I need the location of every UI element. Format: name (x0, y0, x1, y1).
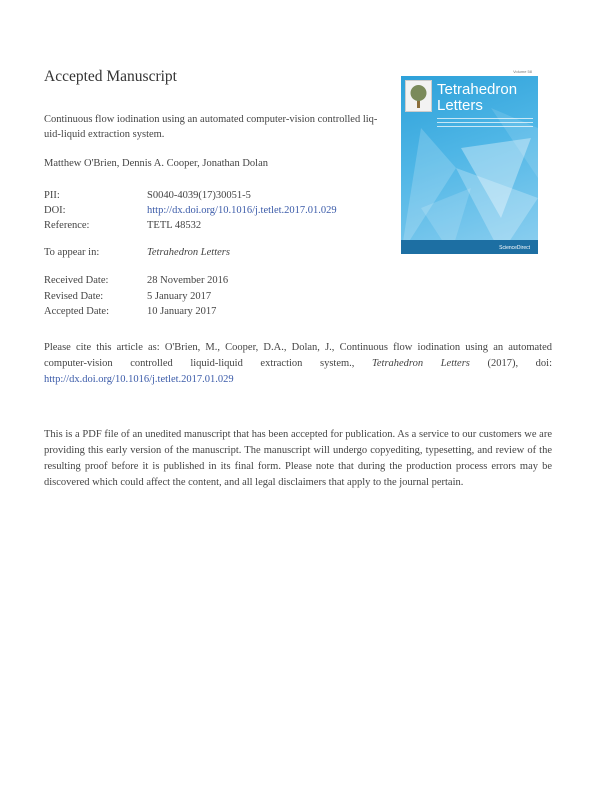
citation-prefix: Please cite this article as: O'Brien, M., Cooper, D.A., Dolan, J., Continuous flow iodination using an automated computer-vision controlled liquid-liquid extraction system., (44, 342, 552, 369)
accepted-date-value: 10 January 2017 (147, 306, 217, 317)
pii-label: PII: (44, 190, 60, 201)
pii-value: S0040-4039(17)30051-5 (147, 190, 251, 201)
authors: Matthew O'Brien, Dennis A. Cooper, Jonathan Dolan (44, 158, 268, 169)
received-date-label: Received Date: (44, 275, 109, 286)
manuscript-title-line1: Continuous flow iodination using an automated computer-vision controlled liq- (44, 114, 378, 125)
cover-bottom-text: ScienceDirect (499, 245, 530, 251)
received-date-value: 28 November 2016 (147, 275, 229, 286)
doi-link[interactable]: http://dx.doi.org/10.1016/j.tetlet.2017.01.029 (147, 205, 337, 216)
revised-date-value: 5 January 2017 (147, 291, 212, 302)
citation-doi-link[interactable]: http://dx.doi.org/10.1016/j.tetlet.2017.01.029 (44, 374, 234, 385)
doi-label: DOI: (44, 205, 66, 216)
reference-value: TETL 48532 (147, 220, 202, 231)
citation-journal: Tetrahedron Letters (371, 358, 470, 369)
elsevier-tree-logo-icon (405, 80, 432, 112)
cover-subtitle-lines (437, 118, 533, 132)
journal-cover (401, 68, 538, 254)
cover-bottom-strip (401, 240, 538, 254)
cover-journal-line2: Letters (437, 97, 483, 114)
appear-in-value: Tetrahedron Letters (147, 247, 230, 258)
page-title: Accepted Manuscript (44, 68, 177, 85)
manuscript-title (44, 112, 396, 142)
reference-label: Reference: (44, 220, 90, 231)
citation-year: (2017), doi: (469, 358, 553, 369)
cover-journal-name (437, 82, 517, 114)
revised-date-label: Revised Date: (44, 291, 104, 302)
cover-top-strip (401, 68, 538, 76)
cover-journal-line1: Tetrahedron (437, 81, 518, 98)
manuscript-title-line2: uid-liquid extraction system. (44, 129, 165, 140)
notice-paragraph: This is a PDF file of an unedited manuscript that has been accepted for publication. As a service to our customers we are providing this early version of the manuscript. The manuscript will undergo copyediting, typesetting, and review of the resulting proof before it is published in its final form. Please note that during the production process errors may be discovered which could affect the content, and all legal disclaimers that apply to the journal pertain. (44, 429, 552, 488)
citation-paragraph (44, 340, 552, 388)
appear-in-label: To appear in: (44, 247, 100, 258)
cover-volume-text: Volume 58 (513, 69, 532, 74)
accepted-date-label: Accepted Date: (44, 306, 110, 317)
